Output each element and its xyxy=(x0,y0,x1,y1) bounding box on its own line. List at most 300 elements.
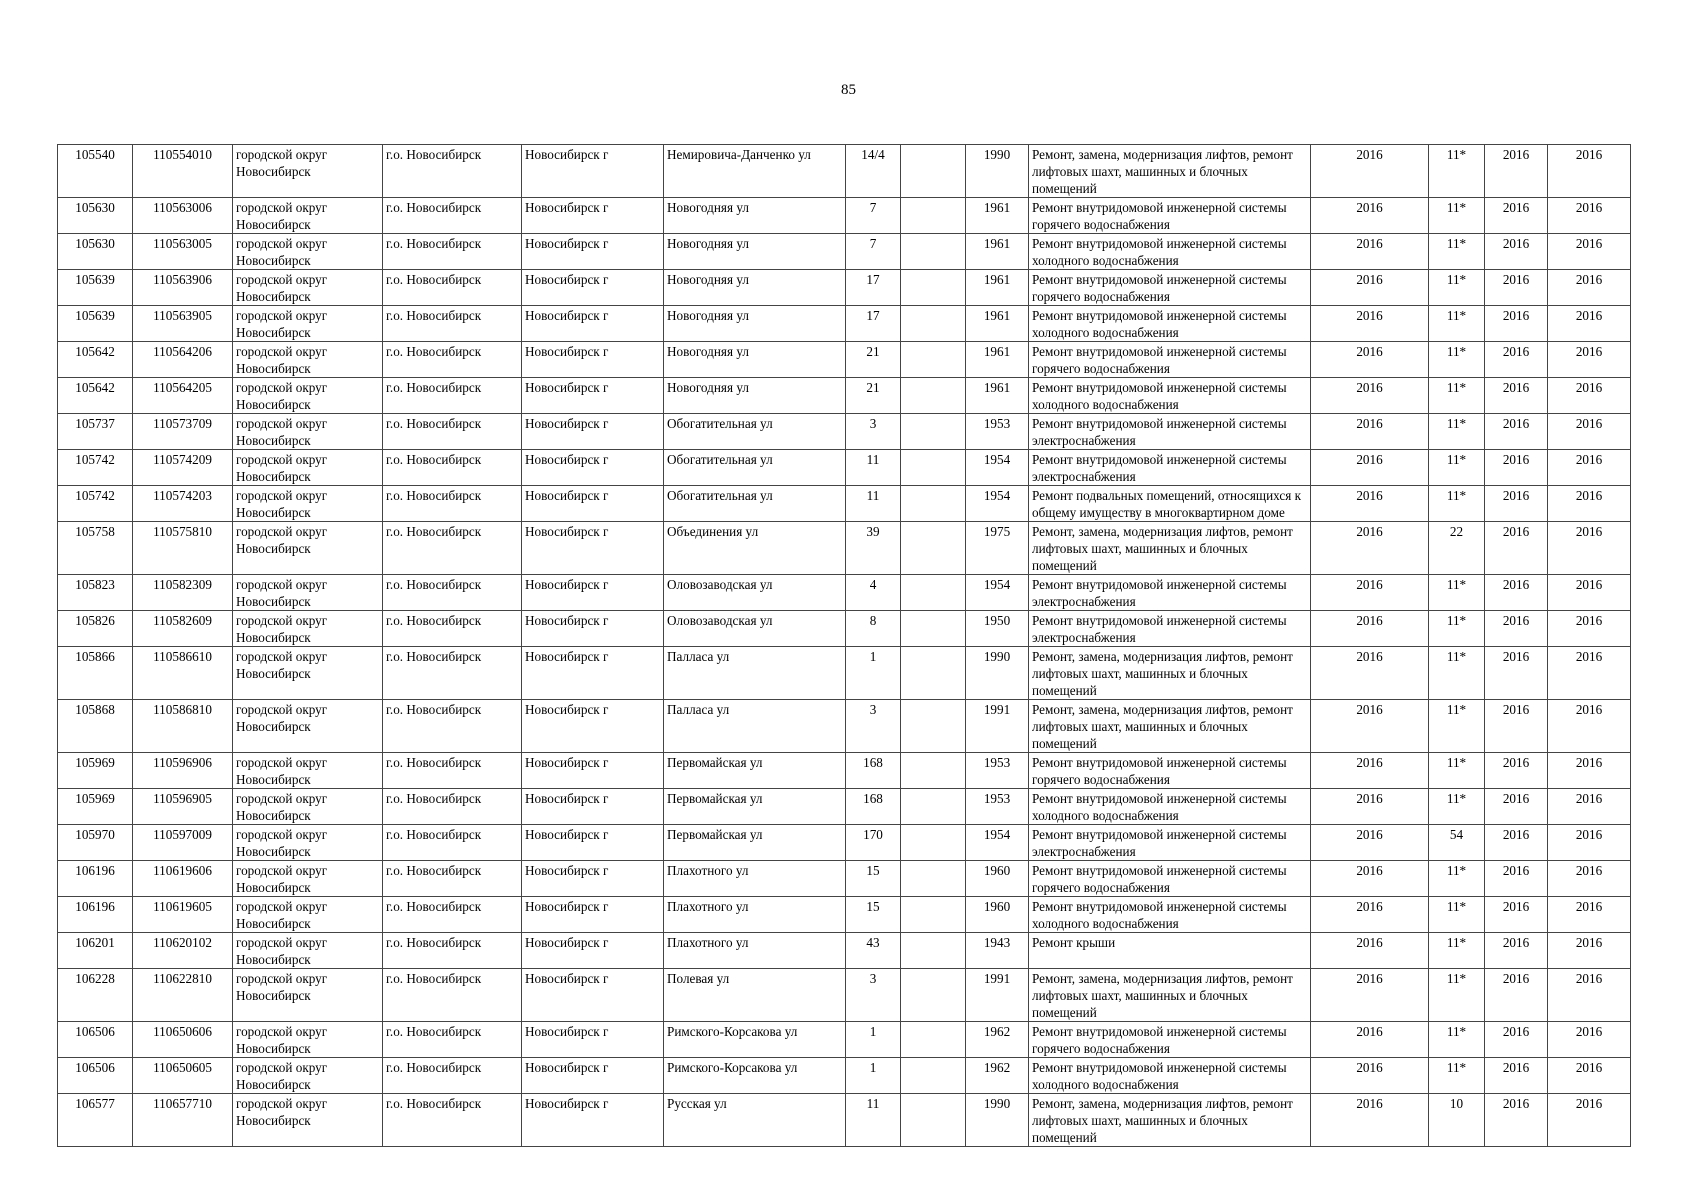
district-cell: городской округ Новосибирск xyxy=(233,611,383,647)
cost-cell: 11* xyxy=(1429,450,1485,486)
start-year-cell: 2016 xyxy=(1485,575,1548,611)
start-year-cell: 2016 xyxy=(1485,969,1548,1022)
object-code-cell: 106506 xyxy=(58,1022,133,1058)
building-cell xyxy=(901,234,966,270)
work-type-cell: Ремонт, замена, модернизация лифтов, ремонт лифтовых шахт, машинных и блочных помещений xyxy=(1029,1094,1311,1147)
work-type-cell: Ремонт внутридомовой инженерной системы электроснабжения xyxy=(1029,414,1311,450)
district-cell: городской округ Новосибирск xyxy=(233,753,383,789)
cost-cell: 11* xyxy=(1429,198,1485,234)
work-type-cell: Ремонт внутридомовой инженерной системы холодного водоснабжения xyxy=(1029,306,1311,342)
record-id-cell: 110657710 xyxy=(133,1094,233,1147)
record-id-cell: 110563905 xyxy=(133,306,233,342)
cost-cell: 11* xyxy=(1429,753,1485,789)
plan-year-cell: 2016 xyxy=(1311,700,1429,753)
plan-year-cell: 2016 xyxy=(1311,198,1429,234)
end-year-cell: 2016 xyxy=(1548,700,1631,753)
city-cell: Новосибирск г xyxy=(522,1094,664,1147)
street-cell: Новогодняя ул xyxy=(664,342,846,378)
table-row xyxy=(58,234,1631,270)
work-type-cell: Ремонт внутридомовой инженерной системы горячего водоснабжения xyxy=(1029,198,1311,234)
end-year-cell: 2016 xyxy=(1548,198,1631,234)
object-code-cell: 105826 xyxy=(58,611,133,647)
municipality-cell: г.о. Новосибирск xyxy=(383,933,522,969)
work-type-cell: Ремонт внутридомовой инженерной системы электроснабжения xyxy=(1029,611,1311,647)
start-year-cell: 2016 xyxy=(1485,789,1548,825)
record-id-cell: 110596905 xyxy=(133,789,233,825)
build-year-cell: 1961 xyxy=(966,342,1029,378)
building-cell xyxy=(901,198,966,234)
house-number-cell: 11 xyxy=(846,486,901,522)
work-type-cell: Ремонт, замена, модернизация лифтов, ремонт лифтовых шахт, машинных и блочных помещений xyxy=(1029,522,1311,575)
street-cell: Римского-Корсакова ул xyxy=(664,1022,846,1058)
building-cell xyxy=(901,933,966,969)
build-year-cell: 1953 xyxy=(966,789,1029,825)
object-code-cell: 105868 xyxy=(58,700,133,753)
street-cell: Палласа ул xyxy=(664,700,846,753)
table-row xyxy=(58,789,1631,825)
table-row xyxy=(58,450,1631,486)
build-year-cell: 1961 xyxy=(966,378,1029,414)
start-year-cell: 2016 xyxy=(1485,342,1548,378)
cost-cell: 11* xyxy=(1429,897,1485,933)
start-year-cell: 2016 xyxy=(1485,611,1548,647)
start-year-cell: 2016 xyxy=(1485,897,1548,933)
table-row xyxy=(58,969,1631,1022)
district-cell: городской округ Новосибирск xyxy=(233,1058,383,1094)
street-cell: Немировича-Данченко ул xyxy=(664,145,846,198)
plan-year-cell: 2016 xyxy=(1311,861,1429,897)
start-year-cell: 2016 xyxy=(1485,700,1548,753)
city-cell: Новосибирск г xyxy=(522,933,664,969)
table-row xyxy=(58,486,1631,522)
work-type-cell: Ремонт внутридомовой инженерной системы холодного водоснабжения xyxy=(1029,897,1311,933)
work-type-cell: Ремонт внутридомовой инженерной системы горячего водоснабжения xyxy=(1029,753,1311,789)
work-type-cell: Ремонт внутридомовой инженерной системы холодного водоснабжения xyxy=(1029,789,1311,825)
cost-cell: 11* xyxy=(1429,861,1485,897)
build-year-cell: 1953 xyxy=(966,753,1029,789)
house-number-cell: 1 xyxy=(846,1058,901,1094)
city-cell: Новосибирск г xyxy=(522,897,664,933)
work-type-cell: Ремонт внутридомовой инженерной системы электроснабжения xyxy=(1029,825,1311,861)
building-cell xyxy=(901,486,966,522)
plan-year-cell: 2016 xyxy=(1311,753,1429,789)
district-cell: городской округ Новосибирск xyxy=(233,306,383,342)
object-code-cell: 105642 xyxy=(58,378,133,414)
plan-year-cell: 2016 xyxy=(1311,969,1429,1022)
cost-cell: 11* xyxy=(1429,414,1485,450)
repair-registry-table xyxy=(57,144,1631,1147)
start-year-cell: 2016 xyxy=(1485,861,1548,897)
object-code-cell: 106196 xyxy=(58,897,133,933)
building-cell xyxy=(901,145,966,198)
record-id-cell: 110574209 xyxy=(133,450,233,486)
house-number-cell: 168 xyxy=(846,789,901,825)
table-row xyxy=(58,1094,1631,1147)
object-code-cell: 106506 xyxy=(58,1058,133,1094)
end-year-cell: 2016 xyxy=(1548,234,1631,270)
district-cell: городской округ Новосибирск xyxy=(233,414,383,450)
house-number-cell: 21 xyxy=(846,378,901,414)
start-year-cell: 2016 xyxy=(1485,753,1548,789)
street-cell: Оловозаводская ул xyxy=(664,611,846,647)
record-id-cell: 110564205 xyxy=(133,378,233,414)
street-cell: Новогодняя ул xyxy=(664,270,846,306)
city-cell: Новосибирск г xyxy=(522,486,664,522)
cost-cell: 11* xyxy=(1429,700,1485,753)
municipality-cell: г.о. Новосибирск xyxy=(383,611,522,647)
object-code-cell: 106577 xyxy=(58,1094,133,1147)
end-year-cell: 2016 xyxy=(1548,611,1631,647)
house-number-cell: 8 xyxy=(846,611,901,647)
table-row xyxy=(58,198,1631,234)
record-id-cell: 110596906 xyxy=(133,753,233,789)
record-id-cell: 110622810 xyxy=(133,969,233,1022)
record-id-cell: 110554010 xyxy=(133,145,233,198)
district-cell: городской округ Новосибирск xyxy=(233,647,383,700)
city-cell: Новосибирск г xyxy=(522,450,664,486)
district-cell: городской округ Новосибирск xyxy=(233,198,383,234)
district-cell: городской округ Новосибирск xyxy=(233,700,383,753)
table-row xyxy=(58,342,1631,378)
cost-cell: 22 xyxy=(1429,522,1485,575)
start-year-cell: 2016 xyxy=(1485,647,1548,700)
district-cell: городской округ Новосибирск xyxy=(233,1094,383,1147)
city-cell: Новосибирск г xyxy=(522,306,664,342)
table-row xyxy=(58,270,1631,306)
end-year-cell: 2016 xyxy=(1548,861,1631,897)
house-number-cell: 15 xyxy=(846,861,901,897)
cost-cell: 54 xyxy=(1429,825,1485,861)
cost-cell: 11* xyxy=(1429,575,1485,611)
work-type-cell: Ремонт, замена, модернизация лифтов, ремонт лифтовых шахт, машинных и блочных помещений xyxy=(1029,700,1311,753)
record-id-cell: 110563005 xyxy=(133,234,233,270)
city-cell: Новосибирск г xyxy=(522,145,664,198)
end-year-cell: 2016 xyxy=(1548,145,1631,198)
city-cell: Новосибирск г xyxy=(522,753,664,789)
house-number-cell: 3 xyxy=(846,414,901,450)
cost-cell: 11* xyxy=(1429,1058,1485,1094)
record-id-cell: 110650606 xyxy=(133,1022,233,1058)
building-cell xyxy=(901,378,966,414)
table-row xyxy=(58,753,1631,789)
municipality-cell: г.о. Новосибирск xyxy=(383,647,522,700)
end-year-cell: 2016 xyxy=(1548,522,1631,575)
build-year-cell: 1962 xyxy=(966,1058,1029,1094)
object-code-cell: 105639 xyxy=(58,306,133,342)
start-year-cell: 2016 xyxy=(1485,1022,1548,1058)
record-id-cell: 110564206 xyxy=(133,342,233,378)
house-number-cell: 170 xyxy=(846,825,901,861)
table-row xyxy=(58,522,1631,575)
end-year-cell: 2016 xyxy=(1548,1058,1631,1094)
end-year-cell: 2016 xyxy=(1548,342,1631,378)
municipality-cell: г.о. Новосибирск xyxy=(383,522,522,575)
street-cell: Плахотного ул xyxy=(664,933,846,969)
plan-year-cell: 2016 xyxy=(1311,486,1429,522)
building-cell xyxy=(901,647,966,700)
cost-cell: 11* xyxy=(1429,234,1485,270)
house-number-cell: 3 xyxy=(846,700,901,753)
build-year-cell: 1975 xyxy=(966,522,1029,575)
municipality-cell: г.о. Новосибирск xyxy=(383,342,522,378)
work-type-cell: Ремонт подвальных помещений, относящихся к общему имуществу в многоквартирном доме xyxy=(1029,486,1311,522)
start-year-cell: 2016 xyxy=(1485,825,1548,861)
street-cell: Обогатительная ул xyxy=(664,450,846,486)
record-id-cell: 110619605 xyxy=(133,897,233,933)
house-number-cell: 1 xyxy=(846,1022,901,1058)
object-code-cell: 106196 xyxy=(58,861,133,897)
start-year-cell: 2016 xyxy=(1485,145,1548,198)
object-code-cell: 105823 xyxy=(58,575,133,611)
municipality-cell: г.о. Новосибирск xyxy=(383,825,522,861)
end-year-cell: 2016 xyxy=(1548,450,1631,486)
plan-year-cell: 2016 xyxy=(1311,575,1429,611)
record-id-cell: 110582609 xyxy=(133,611,233,647)
house-number-cell: 3 xyxy=(846,969,901,1022)
table-body xyxy=(58,145,1631,1147)
building-cell xyxy=(901,575,966,611)
plan-year-cell: 2016 xyxy=(1311,1094,1429,1147)
object-code-cell: 106201 xyxy=(58,933,133,969)
work-type-cell: Ремонт внутридомовой инженерной системы горячего водоснабжения xyxy=(1029,342,1311,378)
district-cell: городской округ Новосибирск xyxy=(233,969,383,1022)
record-id-cell: 110582309 xyxy=(133,575,233,611)
house-number-cell: 4 xyxy=(846,575,901,611)
building-cell xyxy=(901,450,966,486)
municipality-cell: г.о. Новосибирск xyxy=(383,1094,522,1147)
district-cell: городской округ Новосибирск xyxy=(233,270,383,306)
end-year-cell: 2016 xyxy=(1548,486,1631,522)
house-number-cell: 14/4 xyxy=(846,145,901,198)
plan-year-cell: 2016 xyxy=(1311,450,1429,486)
plan-year-cell: 2016 xyxy=(1311,234,1429,270)
table-row xyxy=(58,647,1631,700)
cost-cell: 11* xyxy=(1429,1022,1485,1058)
city-cell: Новосибирск г xyxy=(522,522,664,575)
object-code-cell: 105742 xyxy=(58,486,133,522)
build-year-cell: 1961 xyxy=(966,198,1029,234)
house-number-cell: 43 xyxy=(846,933,901,969)
build-year-cell: 1991 xyxy=(966,969,1029,1022)
build-year-cell: 1961 xyxy=(966,270,1029,306)
start-year-cell: 2016 xyxy=(1485,306,1548,342)
cost-cell: 11* xyxy=(1429,969,1485,1022)
municipality-cell: г.о. Новосибирск xyxy=(383,270,522,306)
city-cell: Новосибирск г xyxy=(522,611,664,647)
street-cell: Палласа ул xyxy=(664,647,846,700)
start-year-cell: 2016 xyxy=(1485,270,1548,306)
building-cell xyxy=(901,753,966,789)
municipality-cell: г.о. Новосибирск xyxy=(383,414,522,450)
building-cell xyxy=(901,522,966,575)
district-cell: городской округ Новосибирск xyxy=(233,486,383,522)
cost-cell: 11* xyxy=(1429,270,1485,306)
street-cell: Новогодняя ул xyxy=(664,306,846,342)
house-number-cell: 11 xyxy=(846,450,901,486)
table-row xyxy=(58,306,1631,342)
building-cell xyxy=(901,897,966,933)
district-cell: городской округ Новосибирск xyxy=(233,933,383,969)
plan-year-cell: 2016 xyxy=(1311,270,1429,306)
street-cell: Полевая ул xyxy=(664,969,846,1022)
record-id-cell: 110597009 xyxy=(133,825,233,861)
street-cell: Оловозаводская ул xyxy=(664,575,846,611)
city-cell: Новосибирск г xyxy=(522,1022,664,1058)
start-year-cell: 2016 xyxy=(1485,1058,1548,1094)
building-cell xyxy=(901,1094,966,1147)
object-code-cell: 105639 xyxy=(58,270,133,306)
object-code-cell: 105630 xyxy=(58,234,133,270)
house-number-cell: 17 xyxy=(846,306,901,342)
city-cell: Новосибирск г xyxy=(522,789,664,825)
house-number-cell: 7 xyxy=(846,234,901,270)
city-cell: Новосибирск г xyxy=(522,378,664,414)
work-type-cell: Ремонт внутридомовой инженерной системы горячего водоснабжения xyxy=(1029,270,1311,306)
end-year-cell: 2016 xyxy=(1548,825,1631,861)
work-type-cell: Ремонт внутридомовой инженерной системы холодного водоснабжения xyxy=(1029,1058,1311,1094)
build-year-cell: 1954 xyxy=(966,825,1029,861)
page-number: 85 xyxy=(841,82,856,98)
work-type-cell: Ремонт внутридомовой инженерной системы электроснабжения xyxy=(1029,575,1311,611)
city-cell: Новосибирск г xyxy=(522,234,664,270)
work-type-cell: Ремонт внутридомовой инженерной системы горячего водоснабжения xyxy=(1029,1022,1311,1058)
object-code-cell: 105866 xyxy=(58,647,133,700)
building-cell xyxy=(901,414,966,450)
cost-cell: 11* xyxy=(1429,306,1485,342)
street-cell: Русская ул xyxy=(664,1094,846,1147)
city-cell: Новосибирск г xyxy=(522,342,664,378)
table-row xyxy=(58,700,1631,753)
municipality-cell: г.о. Новосибирск xyxy=(383,575,522,611)
municipality-cell: г.о. Новосибирск xyxy=(383,378,522,414)
municipality-cell: г.о. Новосибирск xyxy=(383,969,522,1022)
work-type-cell: Ремонт, замена, модернизация лифтов, ремонт лифтовых шахт, машинных и блочных помещений xyxy=(1029,969,1311,1022)
city-cell: Новосибирск г xyxy=(522,1058,664,1094)
municipality-cell: г.о. Новосибирск xyxy=(383,306,522,342)
start-year-cell: 2016 xyxy=(1485,414,1548,450)
house-number-cell: 21 xyxy=(846,342,901,378)
end-year-cell: 2016 xyxy=(1548,933,1631,969)
plan-year-cell: 2016 xyxy=(1311,1058,1429,1094)
object-code-cell: 105540 xyxy=(58,145,133,198)
work-type-cell: Ремонт, замена, модернизация лифтов, ремонт лифтовых шахт, машинных и блочных помещений xyxy=(1029,647,1311,700)
work-type-cell: Ремонт внутридомовой инженерной системы холодного водоснабжения xyxy=(1029,234,1311,270)
build-year-cell: 1960 xyxy=(966,897,1029,933)
table-row xyxy=(58,414,1631,450)
house-number-cell: 168 xyxy=(846,753,901,789)
plan-year-cell: 2016 xyxy=(1311,789,1429,825)
object-code-cell: 105642 xyxy=(58,342,133,378)
street-cell: Плахотного ул xyxy=(664,897,846,933)
municipality-cell: г.о. Новосибирск xyxy=(383,1022,522,1058)
building-cell xyxy=(901,969,966,1022)
end-year-cell: 2016 xyxy=(1548,378,1631,414)
city-cell: Новосибирск г xyxy=(522,270,664,306)
district-cell: городской округ Новосибирск xyxy=(233,861,383,897)
start-year-cell: 2016 xyxy=(1485,1094,1548,1147)
building-cell xyxy=(901,1058,966,1094)
plan-year-cell: 2016 xyxy=(1311,1022,1429,1058)
record-id-cell: 110563006 xyxy=(133,198,233,234)
build-year-cell: 1954 xyxy=(966,450,1029,486)
start-year-cell: 2016 xyxy=(1485,933,1548,969)
plan-year-cell: 2016 xyxy=(1311,342,1429,378)
build-year-cell: 1990 xyxy=(966,145,1029,198)
work-type-cell: Ремонт, замена, модернизация лифтов, ремонт лифтовых шахт, машинных и блочных помещений xyxy=(1029,145,1311,198)
cost-cell: 11* xyxy=(1429,789,1485,825)
plan-year-cell: 2016 xyxy=(1311,611,1429,647)
house-number-cell: 7 xyxy=(846,198,901,234)
record-id-cell: 110650605 xyxy=(133,1058,233,1094)
building-cell xyxy=(901,700,966,753)
building-cell xyxy=(901,1022,966,1058)
work-type-cell: Ремонт внутридомовой инженерной системы холодного водоснабжения xyxy=(1029,378,1311,414)
table-row xyxy=(58,897,1631,933)
cost-cell: 11* xyxy=(1429,486,1485,522)
end-year-cell: 2016 xyxy=(1548,306,1631,342)
object-code-cell: 105742 xyxy=(58,450,133,486)
record-id-cell: 110619606 xyxy=(133,861,233,897)
table-row xyxy=(58,933,1631,969)
plan-year-cell: 2016 xyxy=(1311,306,1429,342)
work-type-cell: Ремонт внутридомовой инженерной системы горячего водоснабжения xyxy=(1029,861,1311,897)
record-id-cell: 110586610 xyxy=(133,647,233,700)
cost-cell: 10 xyxy=(1429,1094,1485,1147)
district-cell: городской округ Новосибирск xyxy=(233,897,383,933)
plan-year-cell: 2016 xyxy=(1311,933,1429,969)
street-cell: Объединения ул xyxy=(664,522,846,575)
plan-year-cell: 2016 xyxy=(1311,145,1429,198)
plan-year-cell: 2016 xyxy=(1311,825,1429,861)
start-year-cell: 2016 xyxy=(1485,378,1548,414)
plan-year-cell: 2016 xyxy=(1311,897,1429,933)
work-type-cell: Ремонт крыши xyxy=(1029,933,1311,969)
municipality-cell: г.о. Новосибирск xyxy=(383,700,522,753)
cost-cell: 11* xyxy=(1429,145,1485,198)
plan-year-cell: 2016 xyxy=(1311,647,1429,700)
street-cell: Римского-Корсакова ул xyxy=(664,1058,846,1094)
build-year-cell: 1962 xyxy=(966,1022,1029,1058)
table-row xyxy=(58,861,1631,897)
house-number-cell: 15 xyxy=(846,897,901,933)
district-cell: городской округ Новосибирск xyxy=(233,789,383,825)
build-year-cell: 1990 xyxy=(966,1094,1029,1147)
record-id-cell: 110620102 xyxy=(133,933,233,969)
district-cell: городской округ Новосибирск xyxy=(233,342,383,378)
municipality-cell: г.о. Новосибирск xyxy=(383,1058,522,1094)
city-cell: Новосибирск г xyxy=(522,969,664,1022)
end-year-cell: 2016 xyxy=(1548,647,1631,700)
end-year-cell: 2016 xyxy=(1548,969,1631,1022)
plan-year-cell: 2016 xyxy=(1311,522,1429,575)
cost-cell: 11* xyxy=(1429,611,1485,647)
record-id-cell: 110573709 xyxy=(133,414,233,450)
end-year-cell: 2016 xyxy=(1548,1022,1631,1058)
street-cell: Новогодняя ул xyxy=(664,234,846,270)
table-row xyxy=(58,1058,1631,1094)
build-year-cell: 1960 xyxy=(966,861,1029,897)
table-row xyxy=(58,611,1631,647)
building-cell xyxy=(901,611,966,647)
build-year-cell: 1953 xyxy=(966,414,1029,450)
object-code-cell: 105969 xyxy=(58,789,133,825)
start-year-cell: 2016 xyxy=(1485,486,1548,522)
start-year-cell: 2016 xyxy=(1485,198,1548,234)
start-year-cell: 2016 xyxy=(1485,450,1548,486)
building-cell xyxy=(901,789,966,825)
street-cell: Первомайская ул xyxy=(664,825,846,861)
street-cell: Первомайская ул xyxy=(664,753,846,789)
